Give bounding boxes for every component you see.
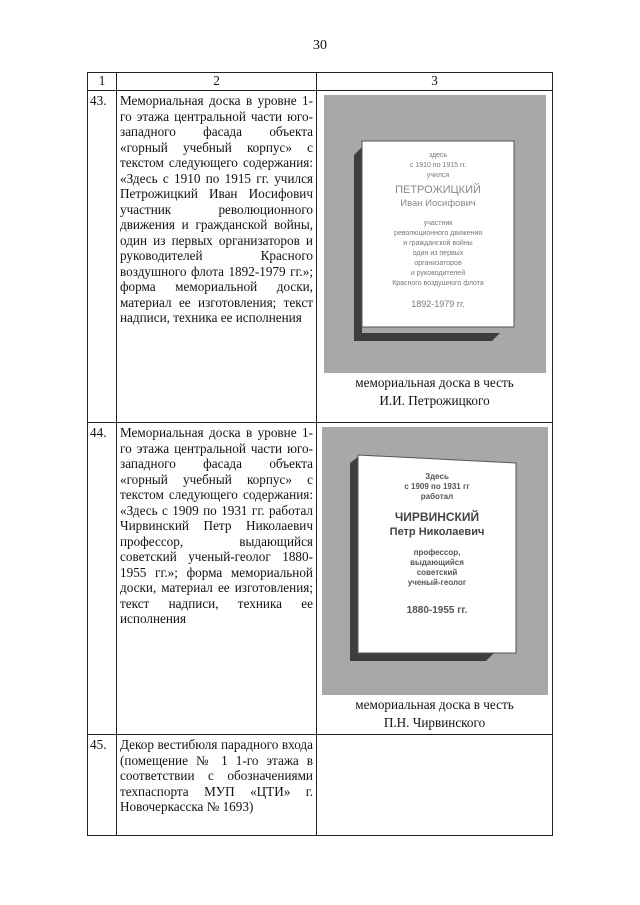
table-row	[88, 91, 553, 423]
caption-line: П.Н. Чирвинского	[383, 714, 486, 730]
plaque-text: работал	[420, 492, 453, 501]
plaque-photo-chirvinsky	[322, 427, 548, 695]
plaque-text: Здесь	[424, 472, 449, 481]
row-description	[117, 423, 317, 735]
header-col-3: 3	[317, 73, 553, 91]
table-header-row	[88, 73, 553, 91]
document-table	[87, 72, 553, 836]
row-number: 43.	[88, 91, 117, 423]
header-col-1: 1	[88, 73, 117, 91]
plaque-text: революционного движения	[393, 230, 482, 237]
row-image-cell	[317, 423, 553, 735]
plaque-text: профессор,	[413, 548, 460, 557]
description-text: Декор вестибюля парадного входа (помещение № 1 1-го этажа в соответствии с обозначениями техпаспорта МУП «ЦТИ» г. Новочеркасска № 1693)	[120, 737, 313, 814]
row-number: 45.	[88, 735, 117, 836]
plaque-text: советский	[416, 568, 457, 577]
plaque-text: ученый-геолог	[407, 578, 466, 587]
plaque-surname: ЧИРВИНСКИЙ	[394, 510, 479, 524]
table-row	[88, 735, 553, 836]
plaque-surname: ПЕТРОЖИЦКИЙ	[394, 184, 481, 196]
plaque-text: организаторов	[413, 260, 462, 267]
plaque-text: учился	[426, 172, 449, 179]
row-number: 44.	[88, 423, 117, 735]
plaque-text: с 1910 по 1915 гг.	[409, 162, 466, 169]
plaque-years: 1880-1955 гг.	[406, 605, 467, 616]
row-description	[117, 91, 317, 423]
plaque-text: с 1909 по 1931 гг	[403, 482, 470, 491]
header-col-2: 2	[117, 73, 317, 91]
table-row	[88, 423, 553, 735]
plaque-text: выдающийся	[409, 558, 464, 567]
plaque-text: один из первых	[412, 250, 463, 257]
plaque-text: здесь	[428, 152, 447, 159]
plaque-text: и руководителей	[410, 270, 465, 277]
plaque-name: Петр Николаевич	[389, 526, 484, 538]
row-description	[117, 735, 317, 836]
page-number: 30	[313, 38, 327, 53]
plaque-text: Красного воздушного флота	[391, 280, 484, 287]
row-image-cell	[317, 91, 553, 423]
description-text: Мемориальная доска в уровне 1-го этажа центральной части юго-западного фасада объекта «горный учебный корпус» с текстом следующего содержания: «Здесь с 1909 по 1931 гг. работал Чирвинский Петр Николаевич профессор, выдающийся советский ученый-геолог 1880-1955 гг.»; форма мемориальной доски, материал ее изготовления; текст надписи, техника ее исполнения	[120, 425, 313, 626]
description-text: Мемориальная доска в уровне 1-го этажа центральной части юго-западного фасада объекта «горный учебный корпус» с текстом следующего содержания: «Здесь с 1910 по 1915 гг. учился Петрожицкий Иван Иосифович участник революционного движения и гражданской войны, один из первых организаторов и руководителей Красного воздушного флота 1892-1979 гг.»; форма мемориальной доски, материал ее изготовления; текст надписи, техника ее исполнения	[120, 93, 313, 325]
caption-line: мемориальная доска в честь	[355, 375, 514, 390]
row-image-cell-empty	[317, 735, 553, 836]
plaque-text: участник	[423, 220, 452, 227]
caption-line: И.И. Петрожицкого	[379, 392, 490, 408]
plaque-name: Иван Иосифович	[399, 198, 476, 209]
plaque-photo-petrozhitsky	[324, 95, 546, 373]
caption-line: мемориальная доска в честь	[355, 697, 514, 712]
plaque-text: и гражданской войны	[402, 240, 473, 247]
plaque-years: 1892-1979 гг.	[410, 299, 465, 309]
